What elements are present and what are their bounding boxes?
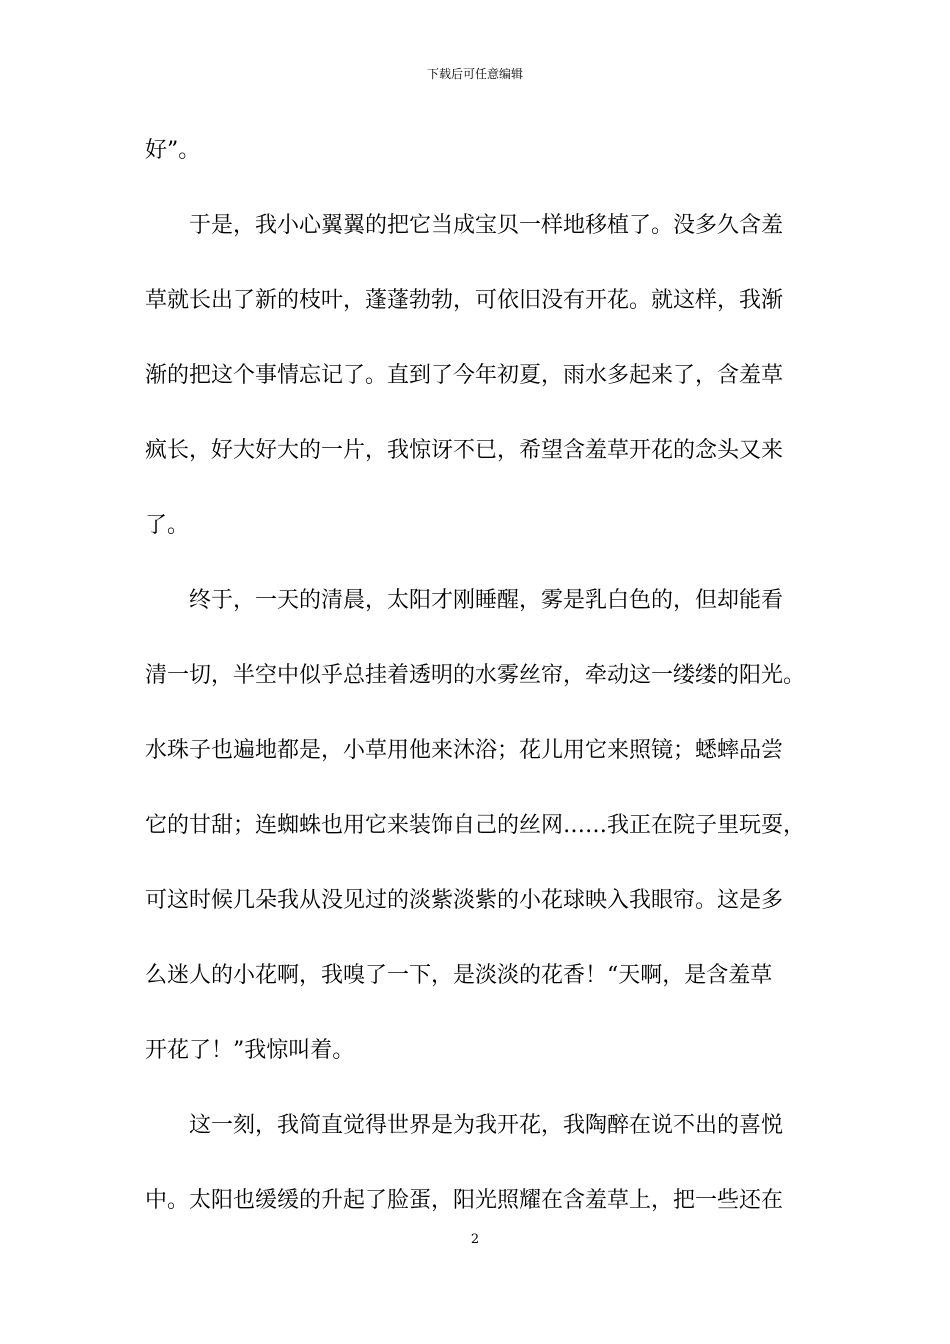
text-line: 疯长，好大好大的一片，我惊讶不已，希望含羞草开花的念头又来 xyxy=(145,438,784,463)
text-line: 水珠子也遍地都是，小草用他来沐浴；花儿用它来照镜；蟋蟀品尝 xyxy=(145,738,784,763)
paragraph-first-line: 这一刻，我简直觉得世界是为我开花，我陶醉在说不出的喜悦 xyxy=(189,1113,784,1138)
paragraph-first-line: 终于，一天的清晨，太阳才刚睡醒，雾是乳白色的，但却能看 xyxy=(189,588,784,613)
text-line: 么迷人的小花啊，我嗅了一下，是淡淡的花香！“天啊，是含羞草 xyxy=(145,963,773,988)
text-line: 草就长出了新的枝叶，蓬蓬勃勃，可依旧没有开花。就这样，我渐 xyxy=(145,288,784,313)
page-header: 下载后可任意编辑 xyxy=(426,67,523,81)
text-line: 中。太阳也缓缓的升起了脸蛋，阳光照耀在含羞草上，把一些还在 xyxy=(145,1188,784,1213)
paragraph-first-line: 于是，我小心翼翼的把它当成宝贝一样地移植了。没多久含羞 xyxy=(189,213,784,238)
page-number: 2 xyxy=(470,1232,480,1247)
text-line: 它的甘甜；连蜘蛛也用它来装饰自己的丝网……我正在院子里玩耍， xyxy=(145,813,806,838)
text-line: 清一切，半空中似乎总挂着透明的水雾丝帘，牵动这一缕缕的阳光。 xyxy=(145,663,806,688)
text-line: 了。 xyxy=(145,513,190,538)
text-line: 好”。 xyxy=(145,138,201,163)
text-line: 渐的把这个事情忘记了。直到了今年初夏，雨水多起来了，含羞草 xyxy=(145,363,784,388)
text-line: 开花了！”我惊叫着。 xyxy=(145,1038,355,1063)
text-line: 可这时候几朵我从没见过的淡紫淡紫的小花球映入我眼帘。这是多 xyxy=(145,888,784,913)
